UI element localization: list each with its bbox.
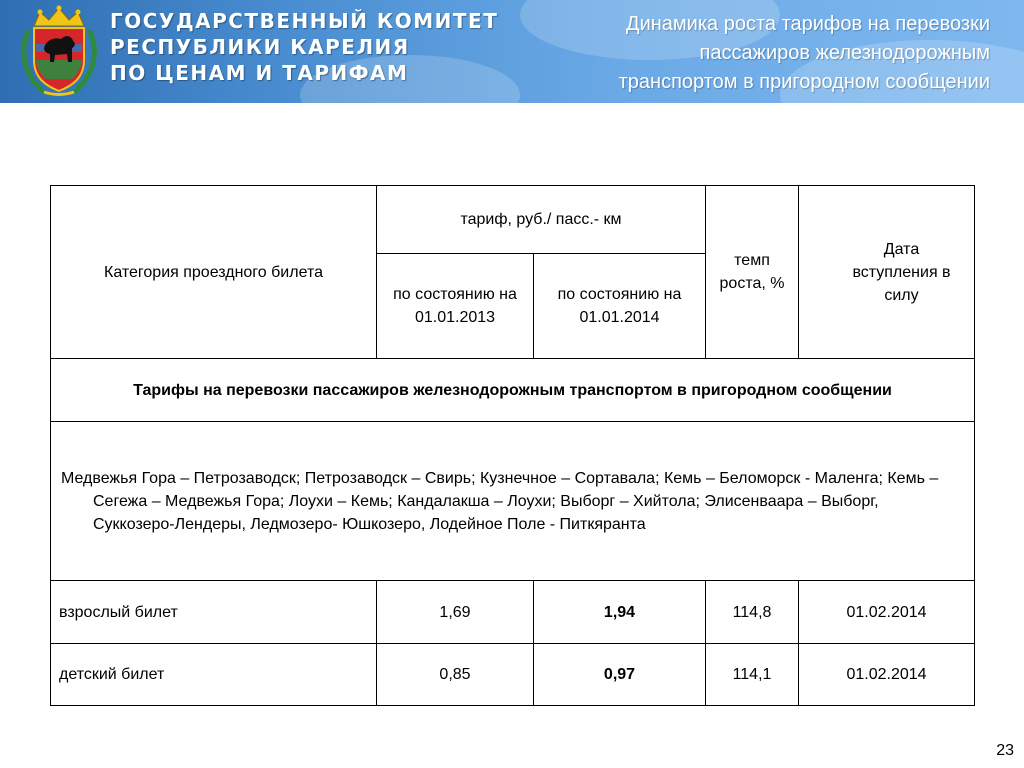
growth-value: 114,1 bbox=[706, 644, 799, 706]
tariff-2013-value: 1,69 bbox=[377, 581, 534, 644]
header-date-2014: по состоянию на 01.01.2014 bbox=[534, 254, 706, 359]
tariff-2013-value: 0,85 bbox=[377, 644, 534, 706]
section-title-row bbox=[51, 359, 975, 422]
table-row bbox=[51, 644, 975, 706]
organization-name bbox=[110, 8, 499, 86]
routes-list: Медвежья Гора – Петрозаводск; Петрозаводск – Свирь; Кузнечное – Сортавала; Кемь – Беломорск - Маленга; Кемь – Сегежа – Медвежья Гора; Лоухи – Кемь; Кандалакша – Лоухи; Выборг – Хийтола; Элисенваара – Выборг, Суккозеро-Лендеры, Ледмозеро- Юшкозеро, Лодейное Поле - Питкяранта bbox=[51, 422, 975, 581]
header-tariff-group: тариф, руб./ пасс.- км bbox=[377, 186, 706, 254]
tariff-2014-value: 0,97 bbox=[534, 644, 706, 706]
tariff-table bbox=[50, 185, 975, 706]
effective-date-value: 01.02.2014 bbox=[799, 644, 975, 706]
header-category: Категория проездного билета bbox=[51, 186, 377, 359]
routes-row bbox=[51, 422, 975, 581]
effective-date-value: 01.02.2014 bbox=[799, 581, 975, 644]
slide-title-line: пассажиров железнодорожным bbox=[699, 42, 990, 64]
organization-name-line: ГОСУДАРСТВЕННЫЙ КОМИТЕТ bbox=[110, 9, 499, 33]
page-number: 23 bbox=[996, 742, 1014, 759]
slide-title-line: Динамика роста тарифов на перевозки bbox=[626, 13, 990, 35]
slide-title bbox=[470, 10, 990, 97]
growth-value: 114,8 bbox=[706, 581, 799, 644]
organization-name-line: ПО ЦЕНАМ И ТАРИФАМ bbox=[110, 61, 409, 85]
header-date-2013: по состоянию на 01.01.2013 bbox=[377, 254, 534, 359]
table-header-row bbox=[51, 186, 975, 254]
organization-name-line: РЕСПУБЛИКИ КАРЕЛИЯ bbox=[110, 35, 410, 59]
table-row bbox=[51, 581, 975, 644]
ticket-category: взрослый билет bbox=[51, 581, 377, 644]
slide-title-line: транспортом в пригородном сообщении bbox=[618, 71, 990, 93]
header-effective-date: Дата вступления в силу bbox=[799, 186, 975, 359]
header-banner bbox=[0, 0, 1024, 103]
tariff-2014-value: 1,94 bbox=[534, 581, 706, 644]
ticket-category: детский билет bbox=[51, 644, 377, 706]
section-title: Тарифы на перевозки пассажиров железнодорожным транспортом в пригородном сообщении bbox=[51, 359, 975, 422]
karelia-coat-of-arms-icon bbox=[14, 4, 104, 98]
header-growth: темп роста, % bbox=[706, 186, 799, 359]
